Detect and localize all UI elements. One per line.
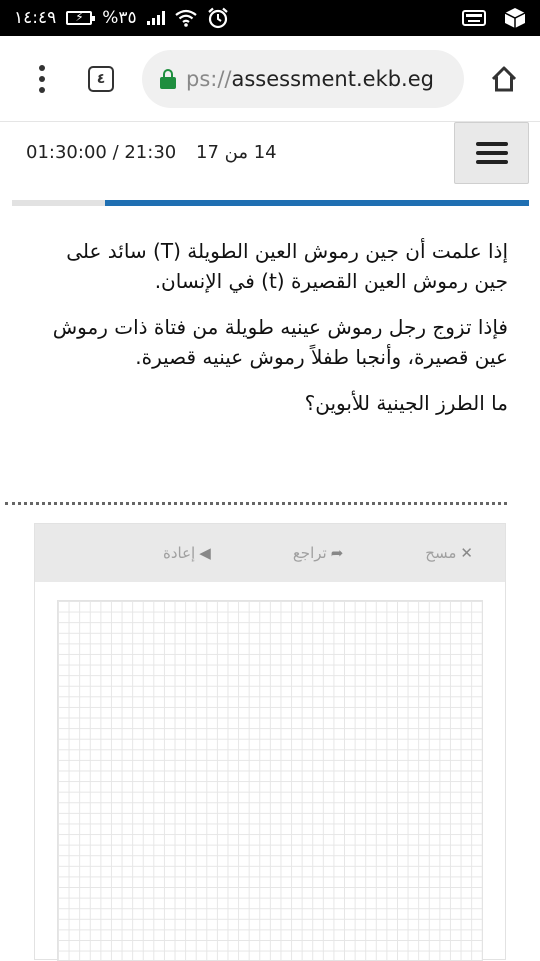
alarm-icon	[207, 7, 229, 29]
clear-label: مسح	[425, 544, 457, 562]
question-paragraph-1: إذا علمت أن جين رموش العين الطويلة (T) سائد على جين رموش العين القصيرة (t) في الإنسان.	[66, 239, 508, 293]
url-host: assessment.ekb.eg	[231, 66, 434, 91]
question-paragraph-3: ما الطرز الجينية للأبوين؟	[304, 391, 508, 415]
status-left	[14, 7, 229, 29]
battery-percent: %٣٥	[102, 8, 137, 28]
question-counter: 14 من 17	[196, 142, 277, 163]
signal-icon	[147, 11, 165, 25]
drawing-answer-area	[34, 523, 506, 960]
keyboard-icon	[462, 9, 486, 27]
url-scheme: ps://	[186, 66, 232, 91]
drawing-toolbar	[35, 524, 505, 582]
divider	[5, 502, 507, 505]
browser-menu-icon[interactable]	[22, 65, 62, 93]
home-icon[interactable]	[484, 59, 524, 99]
lock-icon	[160, 69, 176, 89]
clock-time: ١٤:٤٩	[14, 8, 57, 28]
quiz-header	[0, 122, 540, 200]
redo-button[interactable]	[163, 544, 211, 562]
status-bar	[0, 0, 540, 36]
undo-button[interactable]	[293, 544, 343, 562]
undo-label: تراجع	[292, 544, 327, 562]
browser-toolbar	[0, 36, 540, 122]
wifi-icon	[175, 9, 197, 27]
battery-icon: ⚡	[66, 11, 92, 25]
quiz-menu-button[interactable]	[454, 122, 529, 184]
quiz-progress-fill	[105, 200, 529, 206]
redo-label: إعادة	[163, 544, 196, 562]
tab-switcher-button[interactable]: ٤	[88, 66, 114, 92]
clear-button[interactable]	[425, 544, 473, 562]
reply-arrow-icon: ◀	[199, 544, 211, 562]
question-text	[30, 236, 508, 434]
url-text	[186, 67, 434, 91]
close-icon: ✕	[460, 544, 473, 562]
address-bar[interactable]	[142, 50, 464, 108]
quiz-timer: 01:30:00 / 21:30	[26, 142, 177, 163]
status-right	[462, 7, 526, 29]
cube-icon	[504, 7, 526, 29]
quiz-progress-bar	[12, 200, 529, 206]
drawing-canvas-grid[interactable]	[57, 600, 483, 961]
question-paragraph-2: فإذا تزوج رجل رموش عينيه طويلة من فتاة ذات رموش عين قصيرة، وأنجبا طفلاً رموش عينيه قصيرة.	[52, 315, 508, 369]
forward-arrow-icon: ➦	[330, 544, 344, 562]
